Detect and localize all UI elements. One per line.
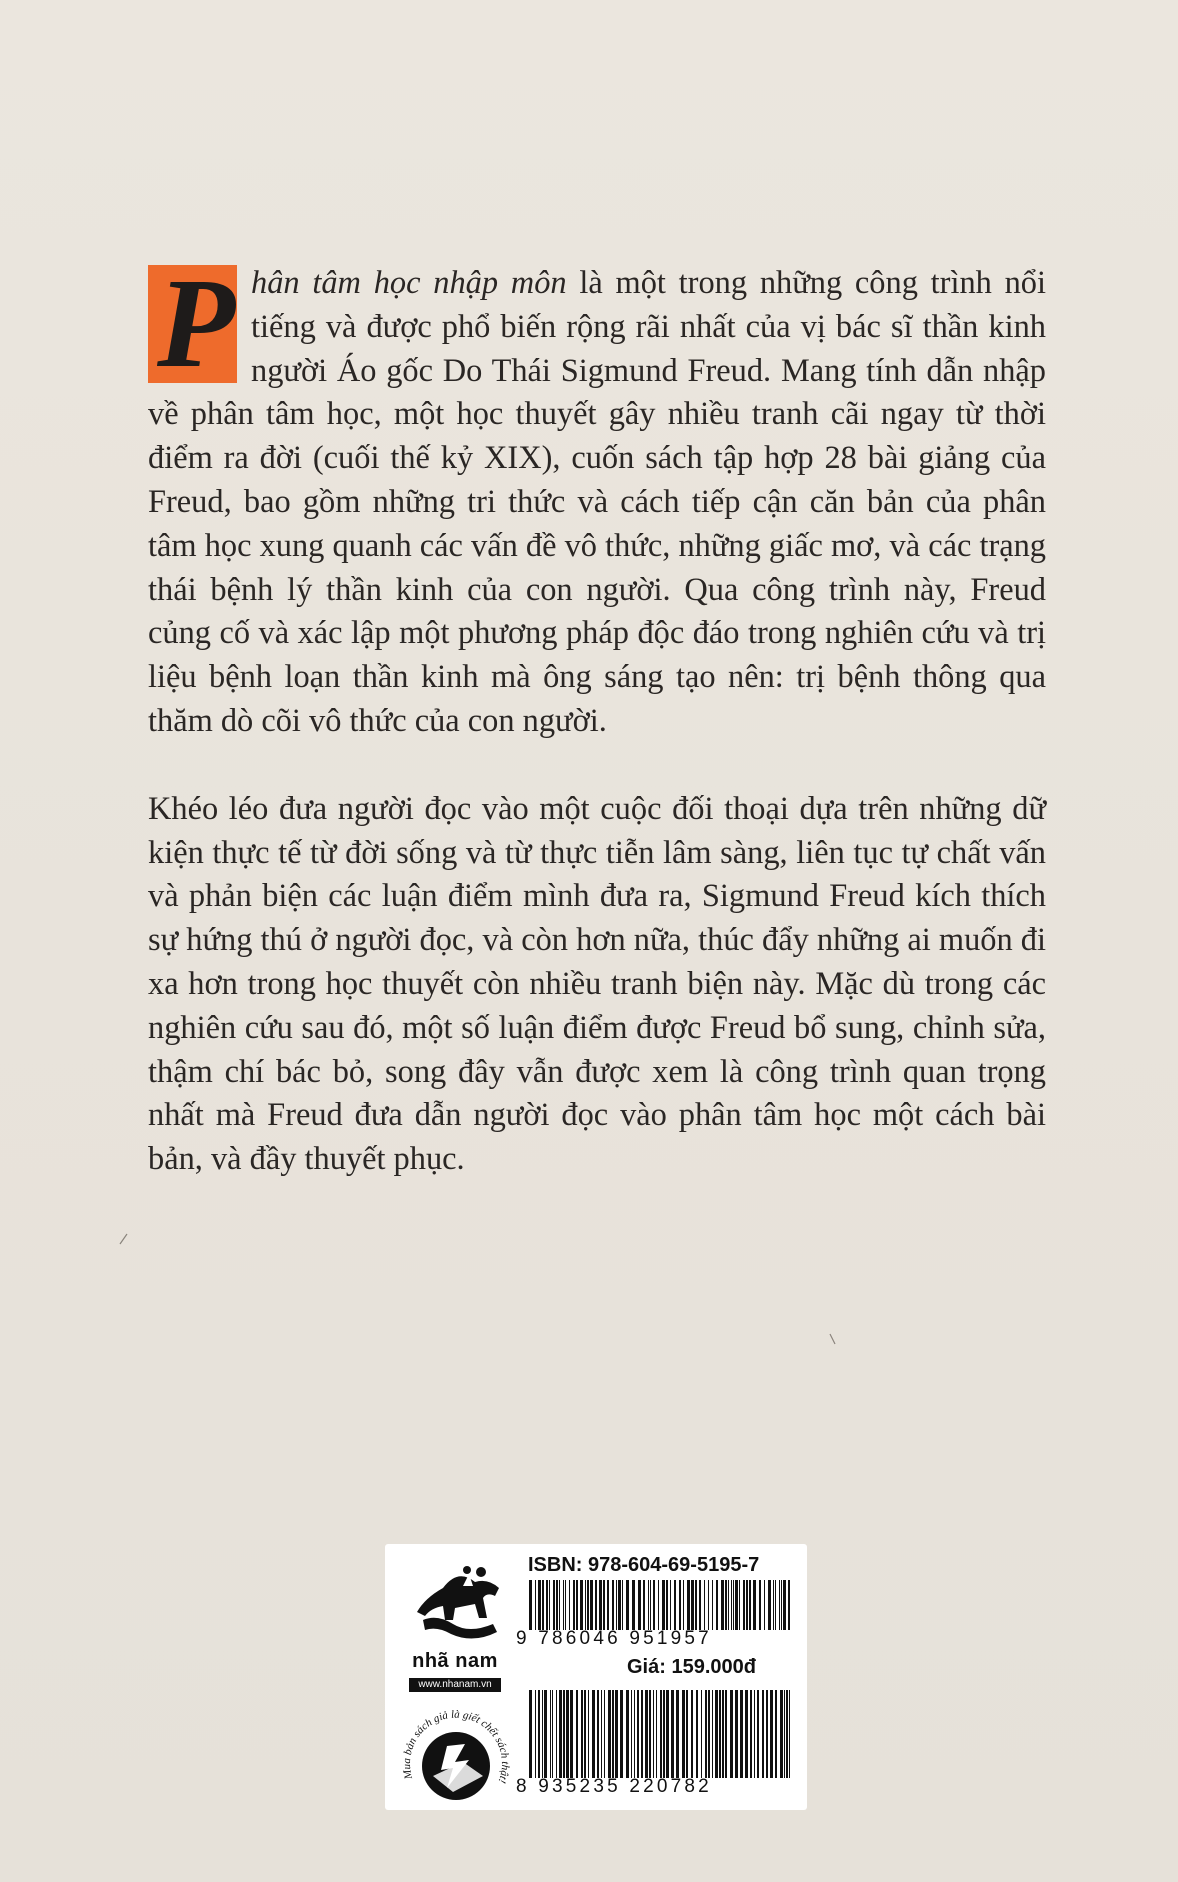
publisher-name: nhã nam	[412, 1650, 498, 1672]
barcode-bar	[696, 1690, 698, 1778]
dropcap-box	[148, 252, 237, 394]
barcode-bar	[695, 1580, 697, 1630]
barcode-bar	[550, 1690, 551, 1778]
barcode-bar	[783, 1580, 786, 1630]
barcode-bar	[725, 1580, 727, 1630]
isbn-label: ISBN: 978-604-69-5195-7	[528, 1554, 760, 1576]
nhanam-logo-icon	[403, 1558, 513, 1658]
scratch-mark	[118, 1232, 130, 1246]
barcode-bar	[538, 1690, 540, 1778]
barcode-bar	[626, 1690, 629, 1778]
barcode-sticker	[385, 1544, 807, 1810]
barcode-bar	[584, 1690, 586, 1778]
blurb-paragraph-1	[148, 252, 1046, 744]
barcode-bar	[764, 1580, 765, 1630]
barcode-bar	[766, 1690, 768, 1778]
barcode-bar	[592, 1690, 595, 1778]
barcode-bar	[716, 1580, 718, 1630]
barcode-bar	[784, 1690, 785, 1778]
barcode-bar	[733, 1580, 734, 1630]
anti-piracy-seal-icon	[397, 1696, 515, 1810]
barcode-bar	[683, 1580, 684, 1630]
publisher-website: www.nhanam.vn	[409, 1678, 501, 1692]
barcode-bar	[612, 1580, 614, 1630]
barcode-bar	[553, 1580, 555, 1630]
barcode-bar	[730, 1690, 733, 1778]
barcode-bar	[576, 1580, 578, 1630]
barcode-bar	[615, 1690, 618, 1778]
barcode-bar	[597, 1690, 599, 1778]
barcode-bar	[740, 1690, 743, 1778]
barcode-bar	[662, 1580, 665, 1630]
barcode-bar	[687, 1580, 690, 1630]
paragraph-1-body: là một trong những công trình nổi tiếng và được phổ biến rộng rãi nhất của vị bác sĩ thần kinh người Áo gốc Do Thái Sigmund Freud. Mang tính dẫn nhập về phân tâm học, một học thuyết gây nhiều tranh cãi ngay từ thời điểm ra đời (cuối thế kỷ XIX), cuốn sách tập hợp 28 bài giảng của Freud, bao gồm những tri thức và cách tiếp cận căn bản của phân tâm học xung quanh các vấn đề vô thức, những giấc mơ, và các trạng thái bệnh lý thần kinh của con người. Qua công trình này, Freud củng cố và xác lập một phương pháp độc đáo trong nghiên cứu và trị liệu bệnh loạn thần kinh mà ông sáng tạo nên: trị bệnh thông qua thăm dò cõi vô thức của con người.	[148, 265, 1046, 739]
barcode-bar	[563, 1580, 564, 1630]
barcode-bar	[708, 1690, 710, 1778]
barcode-bar	[699, 1580, 701, 1630]
barcode-bar	[618, 1580, 621, 1630]
barcode-bar	[538, 1580, 541, 1630]
barcode-bar	[581, 1690, 583, 1778]
isbn-barcode-digits: 9 786046 951957	[516, 1628, 712, 1649]
barcode-bar	[604, 1690, 605, 1778]
barcode-bar	[566, 1690, 569, 1778]
barcode-bar	[576, 1690, 578, 1778]
barcode-bar	[656, 1690, 657, 1778]
barcode-bar	[679, 1580, 681, 1630]
barcode-bar	[770, 1690, 773, 1778]
barcode-bar	[691, 1580, 694, 1630]
barcode-bar	[549, 1580, 550, 1630]
barcode-bar	[552, 1690, 553, 1778]
barcode-bar	[535, 1690, 536, 1778]
barcode-bar	[749, 1580, 751, 1630]
barcode-bar	[663, 1690, 665, 1778]
barcode-bar	[632, 1580, 635, 1630]
barcode-bar	[743, 1580, 745, 1630]
barcode-bar	[580, 1580, 583, 1630]
barcode-bar	[739, 1580, 740, 1630]
barcode-bar	[637, 1690, 639, 1778]
barcode-bar	[601, 1690, 602, 1778]
barcode-bar	[746, 1580, 748, 1630]
barcode-bar	[676, 1690, 679, 1778]
barcode-bar	[721, 1580, 724, 1630]
barcode-bar	[569, 1580, 570, 1630]
barcode-bar	[682, 1690, 685, 1778]
barcode-bar	[616, 1580, 617, 1630]
barcode-bar	[641, 1690, 643, 1778]
book-title-italic: hân tâm học nhập môn	[251, 265, 567, 301]
barcode-bar	[686, 1690, 688, 1778]
barcode-bar	[750, 1690, 752, 1778]
blurb-paragraph-2: Khéo léo đưa người đọc vào một cuộc đối thoại dựa trên những dữ kiện thực tế từ đời sống và từ thực tiễn lâm sàng, liên tục tự chất vấn và phản biện các luận điểm mình đưa ra, Sigmund Freud kích thích sự hứng thú ở người đọc, và còn hơn nữa, thúc đẩy những ai muốn đi xa hơn trong học thuyết còn nhiều tranh biện này. Mặc dù trong các nghiên cứu sau đó, một số luận điểm được Freud bổ sung, chỉnh sửa, thậm chí bác bỏ, song đây vẫn được xem là công trình quan trọng nhất mà Freud đưa dẫn người đọc vào phân tâm học một cách bài bản, và đầy thuyết phục.	[148, 790, 1046, 1178]
barcode-bar	[775, 1690, 777, 1778]
barcode-bar	[559, 1580, 560, 1630]
barcode-bar	[563, 1690, 565, 1778]
barcode-bar	[775, 1580, 776, 1630]
blurb-text	[148, 252, 1046, 1182]
barcode-bar	[725, 1690, 727, 1778]
barcode-bar	[759, 1580, 761, 1630]
barcode-bar	[731, 1580, 732, 1630]
barcode-bar	[645, 1690, 648, 1778]
barcode-bar	[708, 1580, 709, 1630]
barcode-bar	[786, 1690, 788, 1778]
barcode-bar	[544, 1690, 547, 1778]
dropcap-letter: P	[157, 252, 236, 394]
barcode-bar	[590, 1580, 593, 1630]
barcode-bar	[626, 1580, 629, 1630]
barcode-bar	[788, 1580, 790, 1630]
barcode-bar	[670, 1580, 671, 1630]
barcode-bar	[587, 1580, 589, 1630]
barcode-bar	[768, 1580, 771, 1630]
barcode-bar	[715, 1690, 718, 1778]
barcode-bar	[542, 1690, 543, 1778]
isbn-barcode	[527, 1580, 795, 1630]
barcode-bar	[631, 1690, 632, 1778]
barcode-bar	[781, 1580, 782, 1630]
barcode-bar	[735, 1580, 738, 1630]
barcode-bar	[722, 1690, 724, 1778]
barcode-bar	[535, 1580, 536, 1630]
barcode-bar	[691, 1690, 693, 1778]
barcode-bar	[745, 1690, 748, 1778]
barcode-bar	[546, 1580, 548, 1630]
barcode-bar	[643, 1580, 645, 1630]
barcode-bar	[595, 1580, 597, 1630]
barcode-bar	[779, 1580, 780, 1630]
barcode-bar	[649, 1690, 651, 1778]
barcode-bar	[588, 1690, 589, 1778]
scratch-mark	[828, 1332, 838, 1346]
barcode-bar	[650, 1580, 651, 1630]
barcode-bar	[559, 1690, 562, 1778]
price-label: Giá: 159.000đ	[627, 1656, 756, 1678]
barcode-bar	[653, 1580, 655, 1630]
barcode-bar	[780, 1690, 783, 1778]
barcode-bar	[529, 1580, 532, 1630]
barcode-bar	[753, 1580, 756, 1630]
barcode-bar	[620, 1690, 623, 1778]
barcode-bar	[762, 1690, 764, 1778]
barcode-bar	[542, 1580, 544, 1630]
barcode-bar	[674, 1580, 676, 1630]
barcode-bar	[773, 1580, 774, 1630]
barcode-bar	[612, 1690, 614, 1778]
barcode-bar	[754, 1690, 755, 1778]
barcode-bar	[705, 1690, 707, 1778]
barcode-bar	[638, 1580, 641, 1630]
barcode-bar	[671, 1690, 674, 1778]
barcode-bar	[666, 1580, 668, 1630]
barcode-bar	[585, 1580, 586, 1630]
barcode-bar	[757, 1690, 759, 1778]
svg-text:Mua bản sách giả là giết chết: Mua bản sách giả là giết chết sách thật!	[400, 1708, 512, 1785]
barcode-bar	[789, 1690, 790, 1778]
barcode-bar	[565, 1580, 566, 1630]
barcode-bar	[719, 1690, 721, 1778]
barcode-bar	[599, 1580, 602, 1630]
barcode-bar	[728, 1580, 729, 1630]
barcode-bar	[607, 1580, 609, 1630]
barcode-bar	[573, 1580, 575, 1630]
barcode-bar	[634, 1690, 635, 1778]
barcode-bar	[648, 1580, 649, 1630]
barcode-bar	[658, 1580, 659, 1630]
barcode-bar	[704, 1580, 705, 1630]
barcode-bar	[712, 1580, 713, 1630]
ean-barcode	[527, 1690, 795, 1778]
barcode-bar	[735, 1690, 738, 1778]
barcode-bar	[570, 1690, 573, 1778]
barcode-bar	[622, 1580, 623, 1630]
barcode-bar	[660, 1690, 662, 1778]
barcode-bar	[529, 1690, 532, 1778]
barcode-bar	[712, 1690, 713, 1778]
ean-barcode-digits: 8 935235 220782	[516, 1776, 712, 1797]
barcode-bar	[556, 1690, 557, 1778]
barcode-bar	[603, 1580, 605, 1630]
barcode-bar	[701, 1690, 702, 1778]
barcode-bar	[653, 1690, 654, 1778]
barcode-bar	[556, 1580, 558, 1630]
barcode-bar	[608, 1690, 611, 1778]
barcode-bar	[666, 1690, 669, 1778]
